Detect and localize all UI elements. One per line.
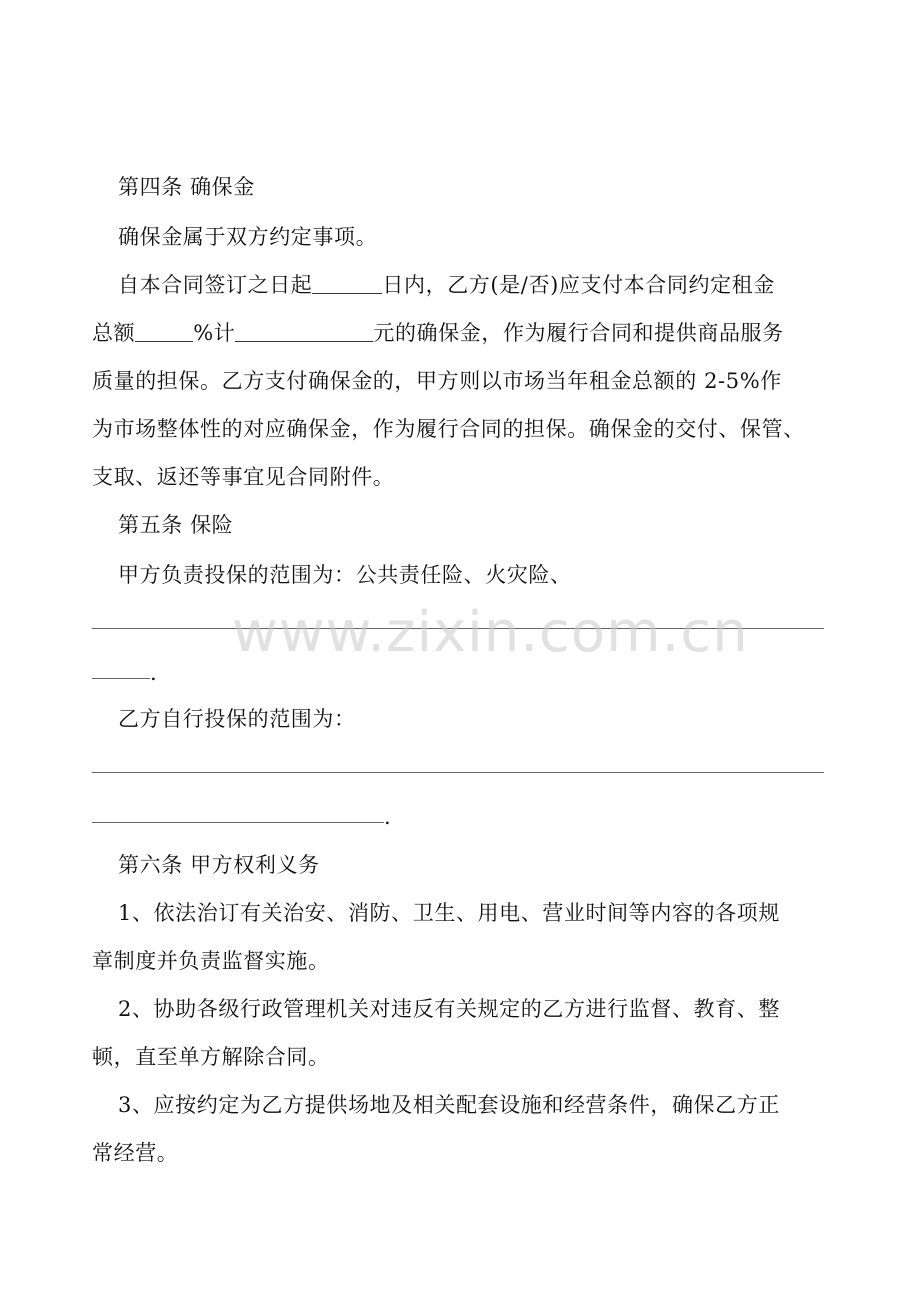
blank-insurance-line-2[interactable] bbox=[92, 678, 150, 679]
article-6-item-1-line-2: 章制度并负责监督实施。 bbox=[92, 949, 330, 973]
article-4-paragraph-2-line-3: 质量的担保。乙方支付确保金的，甲方则以市场当年租金总额的 2-5%作 bbox=[92, 369, 782, 393]
text-segment: 自本合同签订之日起 bbox=[118, 273, 313, 297]
article-4-paragraph-2-line-1 bbox=[118, 270, 832, 300]
article-4-paragraph-2-line-5: 支取、返还等事宜见合同附件。 bbox=[92, 465, 395, 489]
article-6-item-1-line-1: 1、依法治订有关治安、消防、卫生、用电、营业时间等内容的各项规 bbox=[118, 901, 780, 925]
article-5-paragraph-2: 乙方自行投保的范围为： bbox=[118, 707, 356, 731]
article-6-item-3-line-1: 3、应按约定为乙方提供场地及相关配套设施和经营条件，确保乙方正 bbox=[118, 1093, 780, 1117]
article-4-heading: 第四条 确保金 bbox=[118, 175, 255, 199]
blank-days-field[interactable] bbox=[312, 273, 382, 294]
text-segment: 元的确保金，作为履行合同和提供商品服务 bbox=[373, 321, 784, 345]
article-6-item-2-line-1: 2、协助各级行政管理机关对违反有关规定的乙方进行监督、教育、整 bbox=[118, 997, 780, 1021]
article-5-paragraph-1: 甲方负责投保的范围为：公共责任险、火灾险、 bbox=[118, 563, 572, 587]
text-segment: 总额 bbox=[92, 321, 136, 345]
period-mark: . bbox=[384, 805, 392, 829]
blank-amount-field[interactable] bbox=[235, 321, 373, 342]
article-4-paragraph-1: 确保金属于双方约定事项。 bbox=[118, 225, 378, 249]
article-6-item-3-line-2: 常经营。 bbox=[92, 1141, 179, 1165]
blank-self-insurance-line-1[interactable] bbox=[92, 772, 824, 773]
article-4-paragraph-2-line-2 bbox=[92, 318, 832, 348]
article-4-paragraph-2-line-4: 为市场整体性的对应确保金，作为履行合同的担保。确保金的交付、保管、 bbox=[92, 417, 805, 441]
blank-self-insurance-line-2[interactable] bbox=[92, 822, 384, 823]
text-segment: 日内，乙方(是/否)应支付本合同约定租金 bbox=[382, 273, 775, 297]
watermark: www.zixin.com.cn bbox=[232, 600, 749, 665]
blank-percent-field[interactable] bbox=[135, 321, 193, 342]
article-5-heading: 第五条 保险 bbox=[118, 513, 234, 537]
article-6-item-2-line-2: 顿，直至单方解除合同。 bbox=[92, 1045, 330, 1069]
period-mark: . bbox=[150, 661, 158, 685]
article-6-heading: 第六条 甲方权利义务 bbox=[118, 853, 320, 877]
text-segment: %计 bbox=[193, 321, 236, 345]
